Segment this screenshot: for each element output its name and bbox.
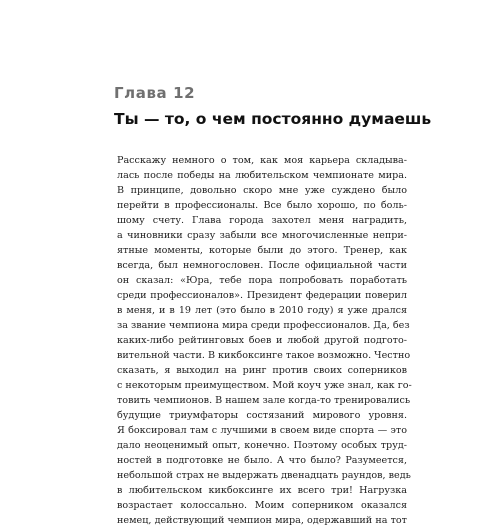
body-line: всегда, был немногословен. После официальной части xyxy=(117,260,407,271)
body-line: вительной части. В кикбоксинге такое возможно. Честно xyxy=(117,350,411,361)
chapter-title: Ты — то, о чем постоянно думаешь xyxy=(114,110,432,128)
body-line: за звание чемпиона мира среди профессионалов. Да, без xyxy=(117,320,410,331)
body-text xyxy=(117,153,412,528)
chapter-number: Глава 12 xyxy=(114,84,196,102)
body-line: в меня, и в 19 лет (это было в 2010 году) я уже дрался xyxy=(117,305,407,316)
body-line: а чиновники сразу забыли все многочисленные непри- xyxy=(117,230,407,241)
body-line: ностей в подготовке не было. А что было? Разумеется, xyxy=(117,455,407,466)
body-line: будущие триумфаторы состязаний мирового уровня. xyxy=(117,410,407,421)
body-line: в любительском кикбоксинге их всего три! Нагрузка xyxy=(117,485,407,496)
body-line: среди профессионалов». Президент федерации поверил xyxy=(117,290,407,301)
body-line: каких-либо рейтинговых боев и любой другой подгото- xyxy=(117,335,407,346)
body-line: перейти в профессионалы. Все было хорошо, по боль- xyxy=(117,200,407,211)
body-line: В принципе, довольно скоро мне уже суждено было xyxy=(117,185,407,196)
body-line: ятные моменты, которые были до этого. Тренер, как xyxy=(117,245,407,256)
body-line: с некоторым преимуществом. Мой коуч уже знал, как го- xyxy=(117,380,412,391)
body-line: шому счету. Глава города захотел меня наградить, xyxy=(117,215,407,226)
body-line: дало неоценимый опыт, конечно. Поэтому особых труд- xyxy=(117,440,407,451)
body-line: небольшой страх не выдержать двенадцать раундов, ведь xyxy=(117,470,411,481)
body-line: немец, действующий чемпион мира, одержавший на тот xyxy=(117,515,407,526)
body-line: Я боксировал там с лучшими в своем виде спорта — это xyxy=(117,425,407,436)
body-line: возрастает колоссально. Моим соперником оказался xyxy=(117,500,407,511)
body-line: сказать, я выходил на ринг против своих соперников xyxy=(117,365,407,376)
body-line: товить чемпионов. В нашем зале когда-то тренировались xyxy=(117,395,411,406)
body-line: лась после победы на любительском чемпионате мира. xyxy=(117,170,407,181)
body-line: Расскажу немного о том, как моя карьера складыва- xyxy=(117,155,407,166)
body-line: он сказал: «Юра, тебе пора попробовать поработать xyxy=(117,275,407,286)
